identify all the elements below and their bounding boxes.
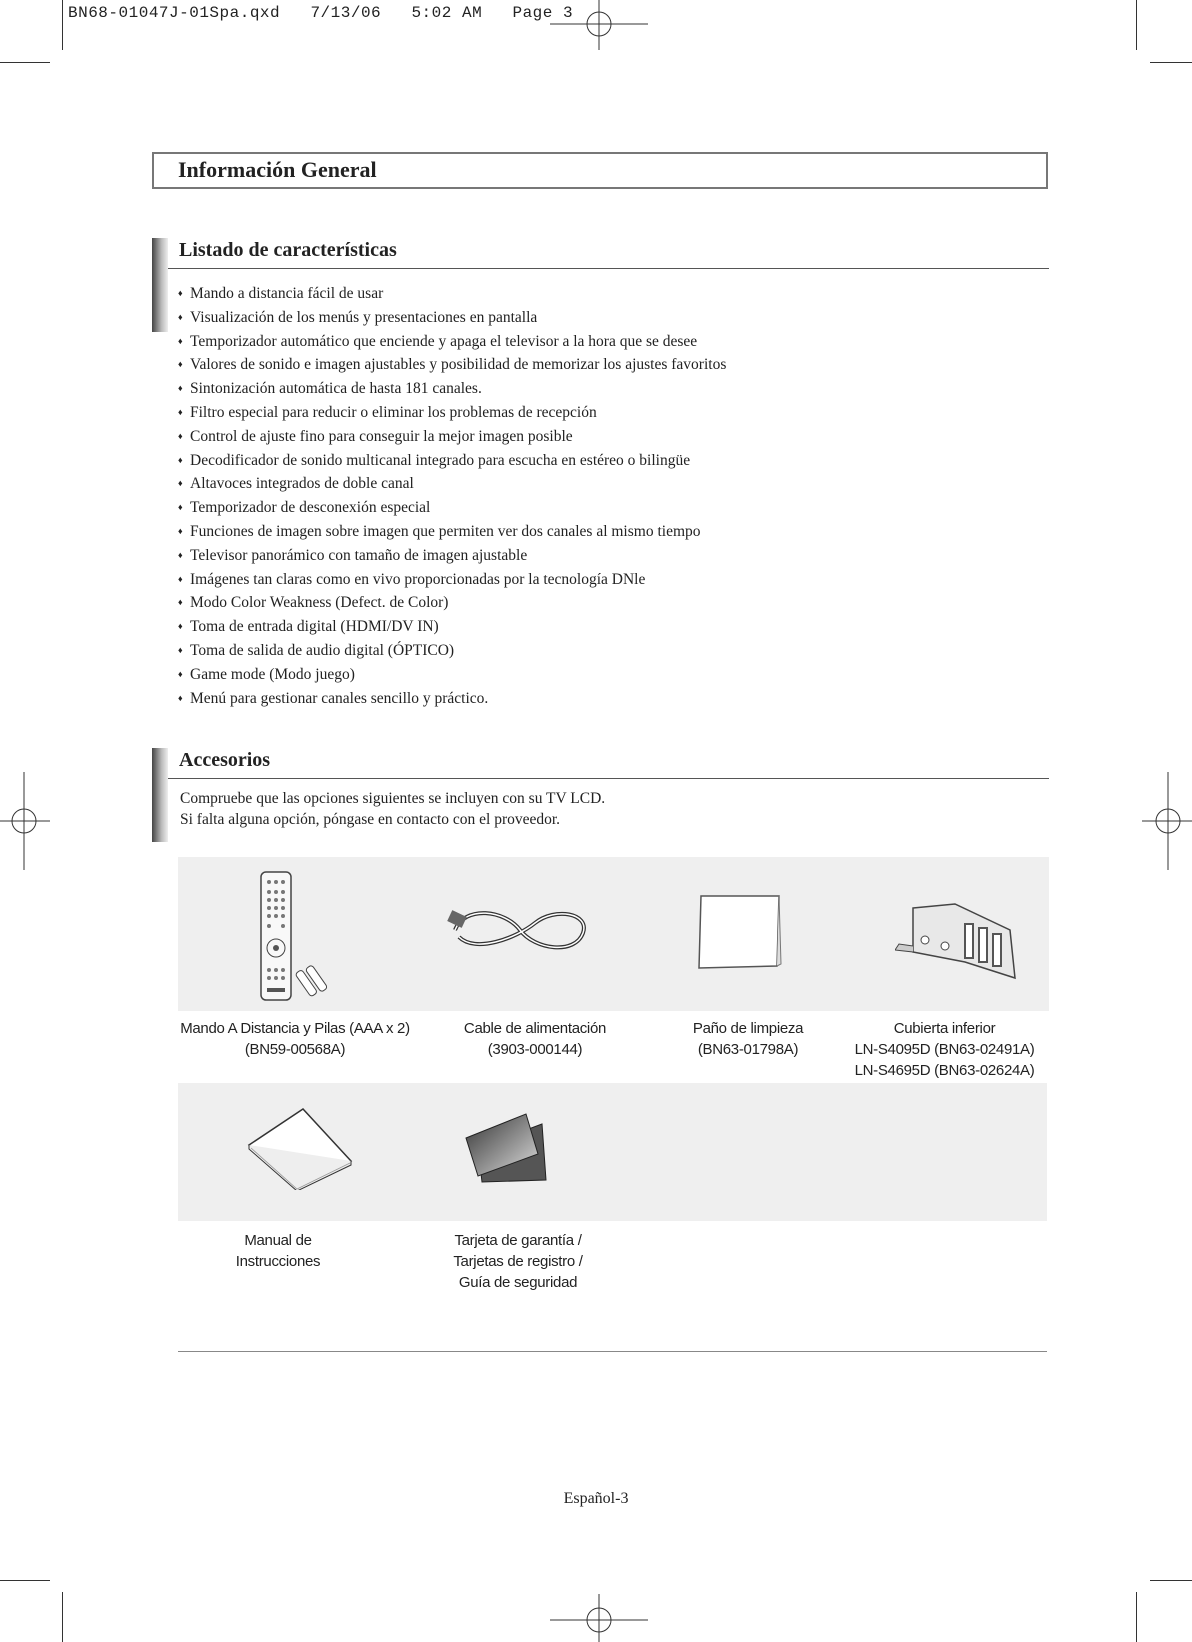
accessory-caption: Paño de limpieza (BN63-01798A): [692, 1020, 804, 1058]
accessories-heading: Accesorios: [179, 749, 271, 771]
page-title: Información General: [178, 157, 377, 182]
accessory-caption: Cable de alimentación (3903-000144): [463, 1020, 607, 1058]
accessory-caption: Tarjeta de garantía / Tarjetas de registro / Guía de seguridad: [453, 1232, 583, 1291]
list-item: ♦ Game mode (Modo juego): [178, 663, 726, 687]
list-item: ♦ Valores de sonido e imagen ajustables y posibilidad de memorizar los ajustes favoritos: [178, 353, 726, 377]
list-item: ♦ Modo Color Weakness (Defect. de Color): [178, 591, 726, 615]
remote-control-icon: [255, 870, 335, 1005]
list-item: ♦ Toma de salida de audio digital (ÓPTICO): [178, 639, 726, 663]
list-item: ♦ Imágenes tan claras como en vivo proporcionadas por la tecnología DNle: [178, 568, 726, 592]
accessories-intro: [180, 788, 605, 830]
list-item: ♦ Temporizador automático que enciende y apaga el televisor a la hora que se desee: [178, 330, 726, 354]
section-marker: [152, 238, 168, 332]
power-cable-icon: [445, 895, 590, 965]
accessory-caption: Mando A Distancia y Pilas (AAA x 2) (BN59-00568A): [180, 1020, 410, 1058]
section-marker: [152, 748, 168, 842]
manual-book-icon: [245, 1105, 355, 1190]
list-item: ♦ Altavoces integrados de doble canal: [178, 472, 726, 496]
list-item: ♦ Mando a distancia fácil de usar: [178, 282, 726, 306]
section-rule: [168, 778, 1049, 779]
list-item: ♦ Televisor panorámico con tamaño de imagen ajustable: [178, 544, 726, 568]
list-item: ♦ Control de ajuste fino para conseguir la mejor imagen posible: [178, 425, 726, 449]
list-item: ♦ Filtro especial para reducir o eliminar los problemas de recepción: [178, 401, 726, 425]
bottom-cover-icon: [895, 900, 1020, 985]
list-item: ♦ Temporizador de desconexión especial: [178, 496, 726, 520]
features-list: [178, 282, 726, 710]
section-rule: [168, 268, 1049, 269]
intro-line: Compruebe que las opciones siguientes se incluyen con su TV LCD.: [180, 790, 606, 807]
print-slug: BN68-01047J-01Spa.qxd 7/13/06 5:02 AM Page 3: [68, 4, 574, 22]
cleaning-cloth-icon: [695, 892, 785, 972]
bottom-rule: [178, 1351, 1047, 1352]
accessory-caption: Manual de Instrucciones: [235, 1232, 321, 1270]
list-item: ♦ Decodificador de sonido multicanal integrado para escucha en estéreo o bilingüe: [178, 449, 726, 473]
intro-line: Si falta alguna opción, póngase en contacto con el proveedor.: [180, 811, 561, 828]
list-item: ♦ Toma de entrada digital (HDMI/DV IN): [178, 615, 726, 639]
page-number: Español-3: [563, 1490, 629, 1507]
list-item: ♦ Menú para gestionar canales sencillo y práctico.: [178, 687, 726, 711]
features-heading: Listado de características: [179, 239, 397, 261]
list-item: ♦ Sintonización automática de hasta 181 canales.: [178, 377, 726, 401]
accessory-caption: Cubierta inferior LN-S4095D (BN63-02491A) LN-S4695D (BN63-02624A): [854, 1020, 1035, 1079]
list-item: ♦ Visualización de los menús y presentaciones en pantalla: [178, 306, 726, 330]
list-item: ♦ Funciones de imagen sobre imagen que permiten ver dos canales al mismo tiempo: [178, 520, 726, 544]
warranty-cards-icon: [462, 1110, 552, 1185]
